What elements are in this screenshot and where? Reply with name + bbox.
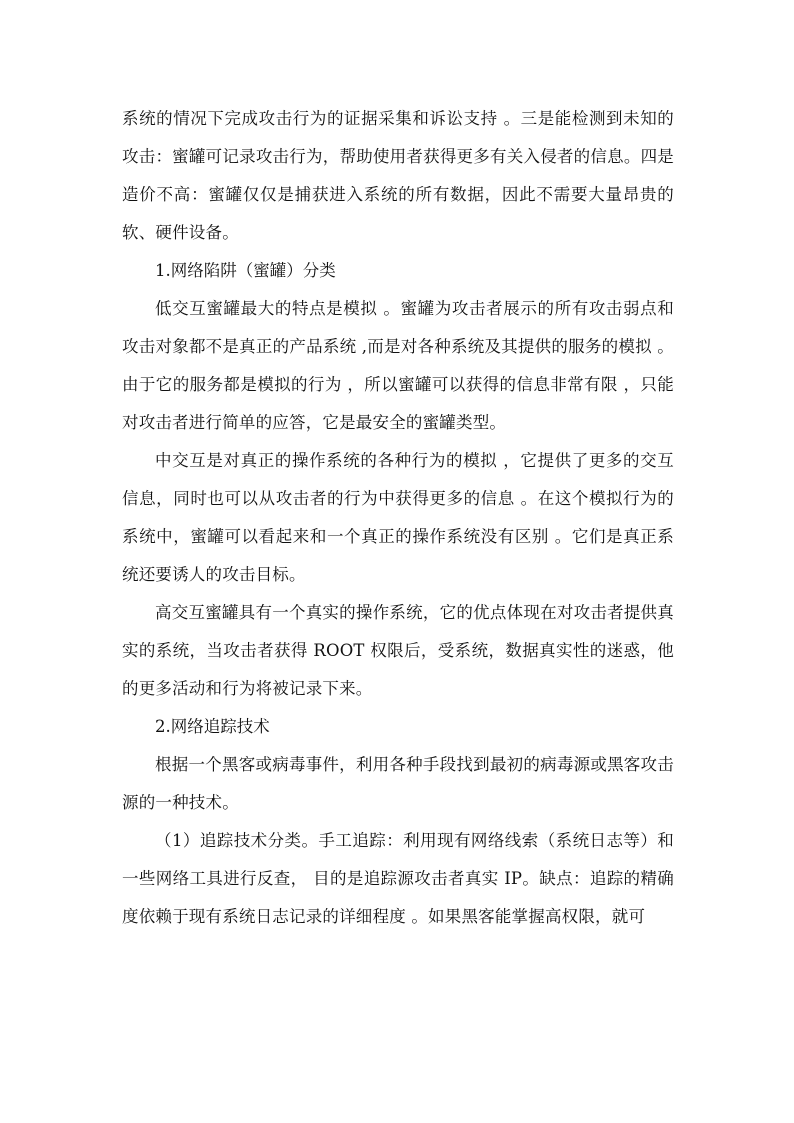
section-heading-network-tracing: 2.网络追踪技术 — [155, 717, 270, 736]
paragraph-tracing-definition: 根据一个黑客或病毒事件，利用各种手段找到最初的病毒源或黑客攻击源的一种技术。 — [122, 755, 674, 812]
paragraph-low-interaction: 低交互蜜罐最大的特点是模拟 。蜜罐为攻击者展示的所有攻击弱点和攻击对象都不是真正的产品系统 ,而是对各种系统及其提供的服务的模拟 。由于它的服务都是模拟的行为 ，所以蜜罐可以获得的信息非常有限 ，只能对攻击者进行简单的应答，它是最安全的蜜罐类型。 — [122, 299, 674, 432]
paragraph-tracing-classification: （1）追踪技术分类。手工追踪：利用现有网络线索（系统日志等）和一些网络工具进行反查， 目的是追踪源攻击者真实 IP。缺点：追踪的精确度依赖于现有系统日志记录的详细程度 。如果黑客能掌握高权限，就可 — [122, 831, 674, 926]
paragraph-high-interaction: 高交互蜜罐具有一个真实的操作系统，它的优点体现在对攻击者提供真实的系统，当攻击者获得 ROOT 权限后，受系统，数据真实性的迷惑，他的更多活动和行为将被记录下来。 — [122, 603, 674, 698]
paragraph-honeypot-advantages: 系统的情况下完成攻击行为的证据采集和诉讼支持 。三是能检测到未知的攻击：蜜罐可记录攻击行为，帮助使用者获得更多有关入侵者的信息。四是造价不高：蜜罐仅仅是捕获进入系统的所有数据，因此不需要大量昂贵的软、硬件设备。 — [122, 109, 674, 242]
section-heading-honeypot-classification: 1.网络陷阱（蜜罐）分类 — [155, 261, 336, 280]
document-page — [122, 100, 674, 936]
paragraph-medium-interaction: 中交互是对真正的操作系统的各种行为的模拟 ，它提供了更多的交互信息，同时也可以从攻击者的行为中获得更多的信息 。在这个模拟行为的系统中，蜜罐可以看起来和一个真正的操作系统没有区别 。它们是真正系统还要诱人的攻击目标。 — [122, 451, 674, 584]
